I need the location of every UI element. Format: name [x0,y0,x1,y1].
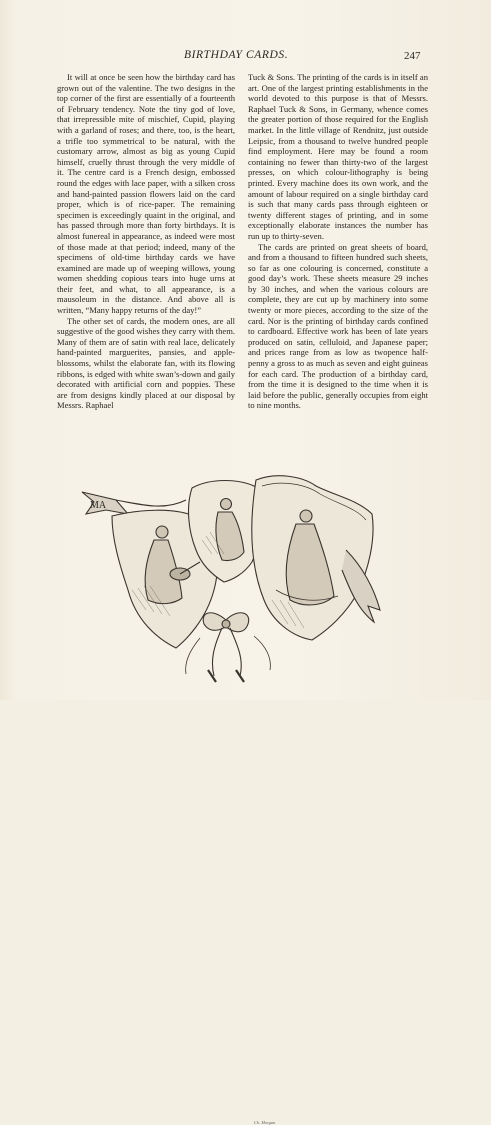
running-title: BIRTHDAY CARDS. [184,49,289,61]
right-column [248,72,428,411]
paragraph: It will at once be seen how the birthday card has grown out of the valentine. The two designs in the top corner of the first are essentially of a fourteenth of February tendency. Note the tiny god of love, that irrepressible mite of mischief, Cupid, playing with a garland of roses; and there, too, is the heart, a trifle too symmetrical to be natural, with the customary arrow, almost as big as young Cupid himself, cruelly thrust through the very middle of it. The centre card is a French design, embossed round the edges with lace paper, with a silken cross and hand-painted passion flowers laid on the card proper, which is of rice-paper. The remaining specimen is exceedingly quaint in the original, and has passed through more than forty birthdays. It is almost funereal in appearance, as indeed were most of those made at that period; indeed, many of the specimens of old-time birthday cards we have examined are made up of weeping willows, young women shedding copious tears into huge urns at their feet, and what, to all appearance, is a mausoleum in the distance. And above all is written, “Many happy returns of the day!” [57,72,235,316]
page-number: 247 [404,50,421,62]
paragraph: The cards are printed on great sheets of board, and from a thousand to fifteen hundred such sheets, so far as one colouring is concerned, constitute a good day’s work. These sheets measure 29 inches by 30 inches, and when the various colours are complete, they are cut up by machinery into some twenty or more pieces, according to the size of the card. Nor is the printing of birthday cards confined to cardboard. Effective work has been of late years produced on satin, celluloid, and Japanese paper; and prices range from as low as twopence half-penny a gross to as much as seven and eight guineas for each card. The production of a birthday card, from the time it is designed to the time when it is laid before the public, generally occupies from eight to nine months. [248,241,428,411]
paragraph: The other set of cards, the modern ones, are all suggestive of the good wishes they carry with them. Many of them are of satin with real lace, delicately hand-painted marguerites, pansies, and apple-blossoms, whilst the elaborate fan, with its flowing ribbons, is edged with white swan’s-down and gaily decorated with artificial corn and poppies. These are from designs kindly placed at our disposal by Messrs. Raphael [57,315,235,411]
left-column [57,72,235,411]
birthday-card-illustration [76,470,388,1125]
vintage-birthday-card-engraving-icon [76,470,388,685]
ribbon-text: MA [90,500,107,511]
artist-signature: Ch. Morgan [254,1120,276,1125]
page-header [0,49,491,65]
paragraph: Tuck & Sons. The printing of the cards is in itself an art. One of the largest printing establishments in the world devoted to this purpose is that of Messrs. Raphael Tuck & Sons, in Germany, whence comes the greater portion of those required for the English market. In the little village of Rendnitz, just outside Leipsic, from a thousand to twelve hundred people find employment. Here may be found a room containing no fewer than thirty-two of the largest presses, on which colour-lithography is being printed. Every machine does its own work, and the amount of labour required on a single birthday card is such that many cards pass through eighteen or twenty different stages of printing, and in some exceptionally elaborate instances the number has run up to thirty-seven. [248,72,428,241]
